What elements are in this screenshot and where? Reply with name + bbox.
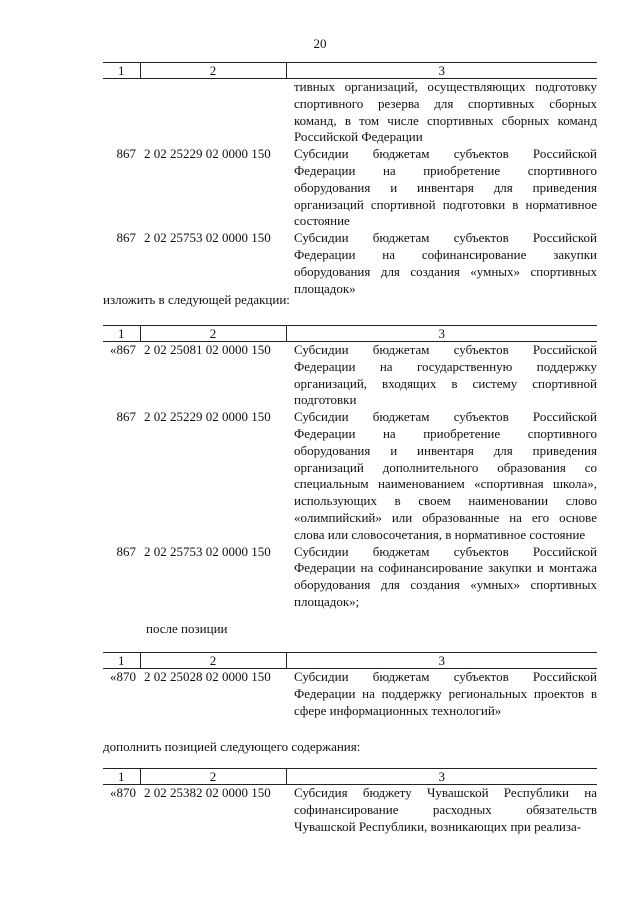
description: Субсидия бюджету Чувашской Республики на софинансирование расходных обязательств Чувашской Республики, возникающих при реализа-	[294, 785, 597, 834]
admin-code: «867	[110, 342, 136, 357]
description: Субсидии бюджетам субъектов Российской Федерации на приобретение спортивного оборудования и инвентаря для приведения организаций дополнительного образования со специальным наименованием «спортивная школа», использующих в своем наименовании слово «олимпийский» или образованные на его основе слова или словосочетания, в нормативное состояние	[294, 409, 597, 542]
table-row	[103, 230, 597, 297]
table-header-row	[103, 769, 597, 785]
admin-code: 867	[116, 230, 136, 246]
description: Субсидии бюджетам субъектов Российской Федерации на государственную поддержку организаций, входящих в систему спортивной подготовки	[294, 342, 597, 408]
description: Субсидии бюджетам субъектов Российской Федерации на поддержку региональных проектов в сфере информационных технологий»	[294, 669, 597, 718]
table-3	[103, 652, 597, 719]
column-header: 2	[140, 653, 286, 669]
column-header: 3	[286, 769, 597, 785]
table-4	[103, 768, 597, 835]
table-1	[103, 62, 597, 297]
admin-code: «870	[110, 785, 136, 800]
description: Субсидии бюджетам субъектов Российской Федерации на софинансирование закупки и монтажа оборудования для создания «умных» спортивных площадок»;	[294, 543, 597, 609]
admin-code: 867	[116, 146, 136, 162]
table-header-row	[103, 653, 597, 669]
page-number: 20	[313, 36, 327, 51]
description: Субсидии бюджетам субъектов Российской Федерации на приобретение спортивного оборудования и инвентаря для приведения организаций спортивной подготовки в нормативное состояние	[294, 146, 597, 229]
table-row	[103, 544, 597, 611]
table-row	[103, 342, 597, 410]
table-row	[103, 669, 597, 720]
table-row	[103, 79, 597, 147]
budget-code: 2 02 25753 02 0000 150	[144, 230, 271, 246]
table-header-row	[103, 326, 597, 342]
column-header: 3	[286, 63, 597, 79]
table-2	[103, 325, 597, 611]
table-row	[103, 785, 597, 836]
budget-code: 2 02 25081 02 0000 150	[144, 342, 271, 357]
budget-code: 2 02 25229 02 0000 150	[144, 409, 271, 425]
budget-code: 2 02 25229 02 0000 150	[144, 146, 271, 162]
column-header: 2	[140, 63, 286, 79]
column-header: 2	[140, 769, 286, 785]
description: тивных организаций, осуществляющих подготовку спортивного резерва для спортивных сборных команд, в том числе спортивных сборных команд Российской Федерации	[294, 79, 597, 145]
column-header: 2	[140, 326, 286, 342]
column-header: 1	[103, 653, 140, 669]
budget-code: 2 02 25753 02 0000 150	[144, 543, 271, 559]
admin-code: «870	[110, 669, 136, 684]
column-header: 1	[103, 326, 140, 342]
admin-code	[103, 79, 140, 147]
admin-code: 867	[116, 543, 136, 559]
description: Субсидии бюджетам субъектов Российской Федерации на софинансирование закупки оборудования для создания «умных» спортивных площадок»	[294, 230, 597, 296]
table-header-row	[103, 63, 597, 79]
budget-code: 2 02 25028 02 0000 150	[144, 669, 271, 684]
budget-code	[140, 79, 286, 147]
table-row	[103, 146, 597, 230]
column-header: 3	[286, 653, 597, 669]
column-header: 1	[103, 63, 140, 79]
budget-code: 2 02 25382 02 0000 150	[144, 785, 271, 800]
instruction-paragraph: изложить в следующей редакции:	[103, 292, 290, 307]
instruction-paragraph: после позиции	[146, 621, 228, 636]
table-row	[103, 409, 597, 543]
column-header: 1	[103, 769, 140, 785]
admin-code: 867	[116, 409, 136, 425]
column-header: 3	[286, 326, 597, 342]
instruction-paragraph: дополнить позицией следующего содержания:	[103, 739, 361, 754]
